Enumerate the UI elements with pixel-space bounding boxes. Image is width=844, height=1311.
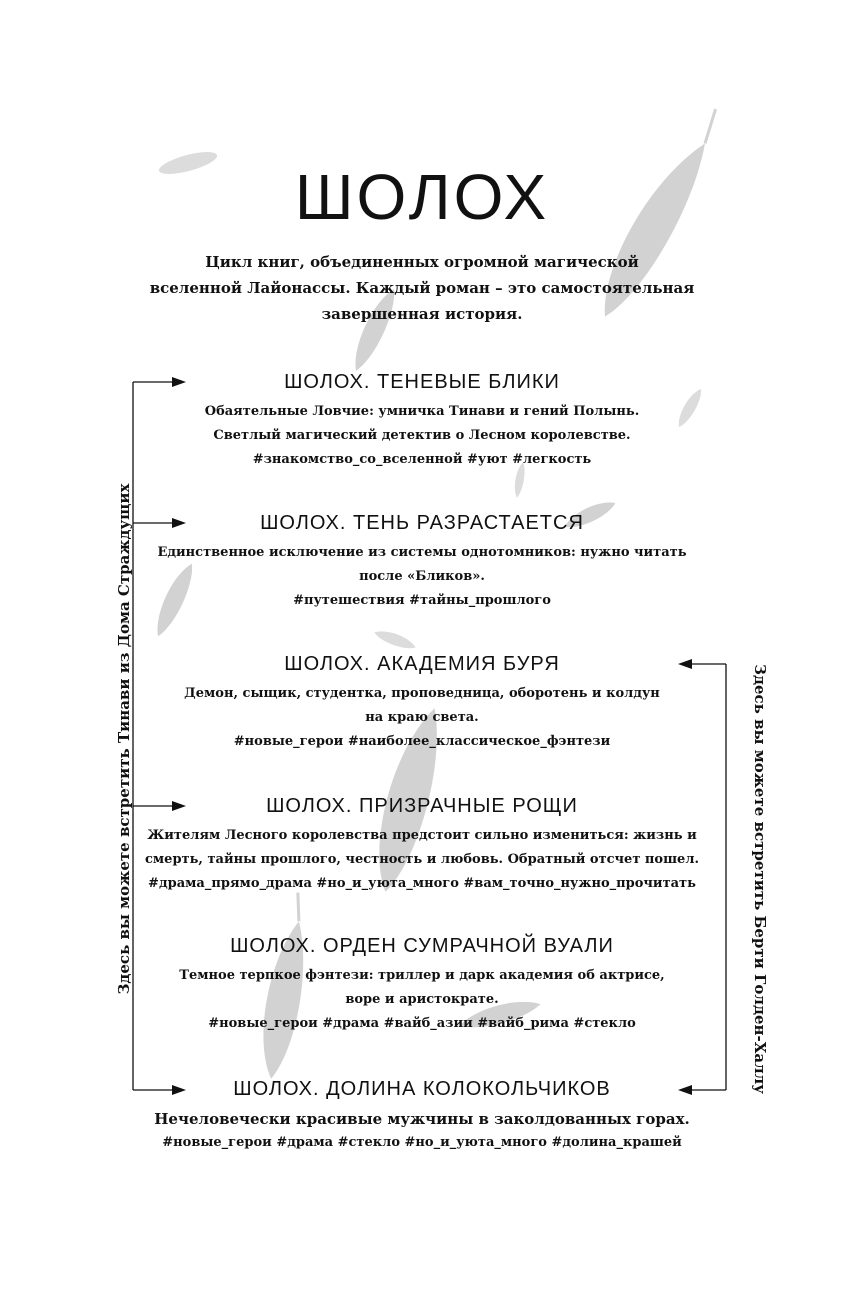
book-prizrachnye-roshchi [110,793,734,896]
intro-line: Цикл книг, объединенных огромной магической [205,253,639,271]
book-title: ШОЛОХ. АКАДЕМИЯ БУРЯ [284,653,560,675]
book-title: ШОЛОХ. ДОЛИНА КОЛОКОЛЬЧИКОВ [233,1078,611,1100]
book-teneviye-bliki [110,369,734,472]
page-title: ШОЛОХ [294,161,550,233]
book-tags: #новые_герои #драма #стекло #но_и_уюта_много #долина_крашей [162,1135,682,1150]
book-akademiya-burya [110,651,734,754]
intro-line: вселенной Лайонассы. Каждый роман – это самостоятельная [149,279,695,297]
book-description: Обаятельные Ловчие: умничка Тинави и гений Полынь. [204,404,640,419]
book-description: смерть, тайны прошлого, честность и любовь. Обратный отсчет пошел. [144,852,700,867]
side-caption-left: Здесь вы можете встретить Тинави из Дома Страждущих [115,483,133,995]
book-title: ШОЛОХ. ТЕНЬ РАЗРАСТАЕТСЯ [260,512,584,534]
book-description: Единственное исключение из системы однотомников: нужно читать [157,545,687,560]
book-tags: #драма_прямо_драма #но_и_уюта_много #вам_точно_нужно_прочитать [148,876,696,891]
side-caption-right: Здесь вы можете встретить Берти Голден-Халлу [751,664,769,1094]
book-title: ШОЛОХ. ТЕНЕВЫЕ БЛИКИ [284,371,560,393]
book-tags: #путешествия #тайны_прошлого [293,593,551,608]
book-tags: #новые_герои #драма #вайб_азии #вайб_рима #стекло [208,1016,636,1031]
book-tags: #знакомство_со_вселенной #уют #легкость [252,452,592,467]
book-description: на краю света. [365,710,479,725]
book-dolina-kolokolchikov [110,1076,734,1155]
book-description: Светлый магический детектив о Лесном королевстве. [213,428,631,443]
book-description: Жителям Лесного королевства предстоит сильно измениться: жизнь и [147,828,697,843]
book-description: Нечеловечески красивые мужчины в заколдованных горах. [154,1110,690,1128]
book-description: Темное терпкое фэнтези: триллер и дарк академия об актрисе, [179,968,665,983]
intro-line: завершенная история. [321,305,523,323]
intro-text [140,249,704,327]
book-ten-razrastaetsya [110,510,734,613]
book-title: ШОЛОХ. ОРДЕН СУМРАЧНОЙ ВУАЛИ [230,935,614,957]
book-description: Демон, сыщик, студентка, проповедница, оборотень и колдун [184,686,660,701]
book-title: ШОЛОХ. ПРИЗРАЧНЫЕ РОЩИ [266,795,578,817]
book-tags: #новые_герои #наиболее_классическое_фэнтези [233,734,611,749]
book-orden-sumrachnoy-vuali [110,933,734,1036]
book-description: воре и аристократе. [345,992,499,1007]
book-description: после «Бликов». [359,569,485,584]
